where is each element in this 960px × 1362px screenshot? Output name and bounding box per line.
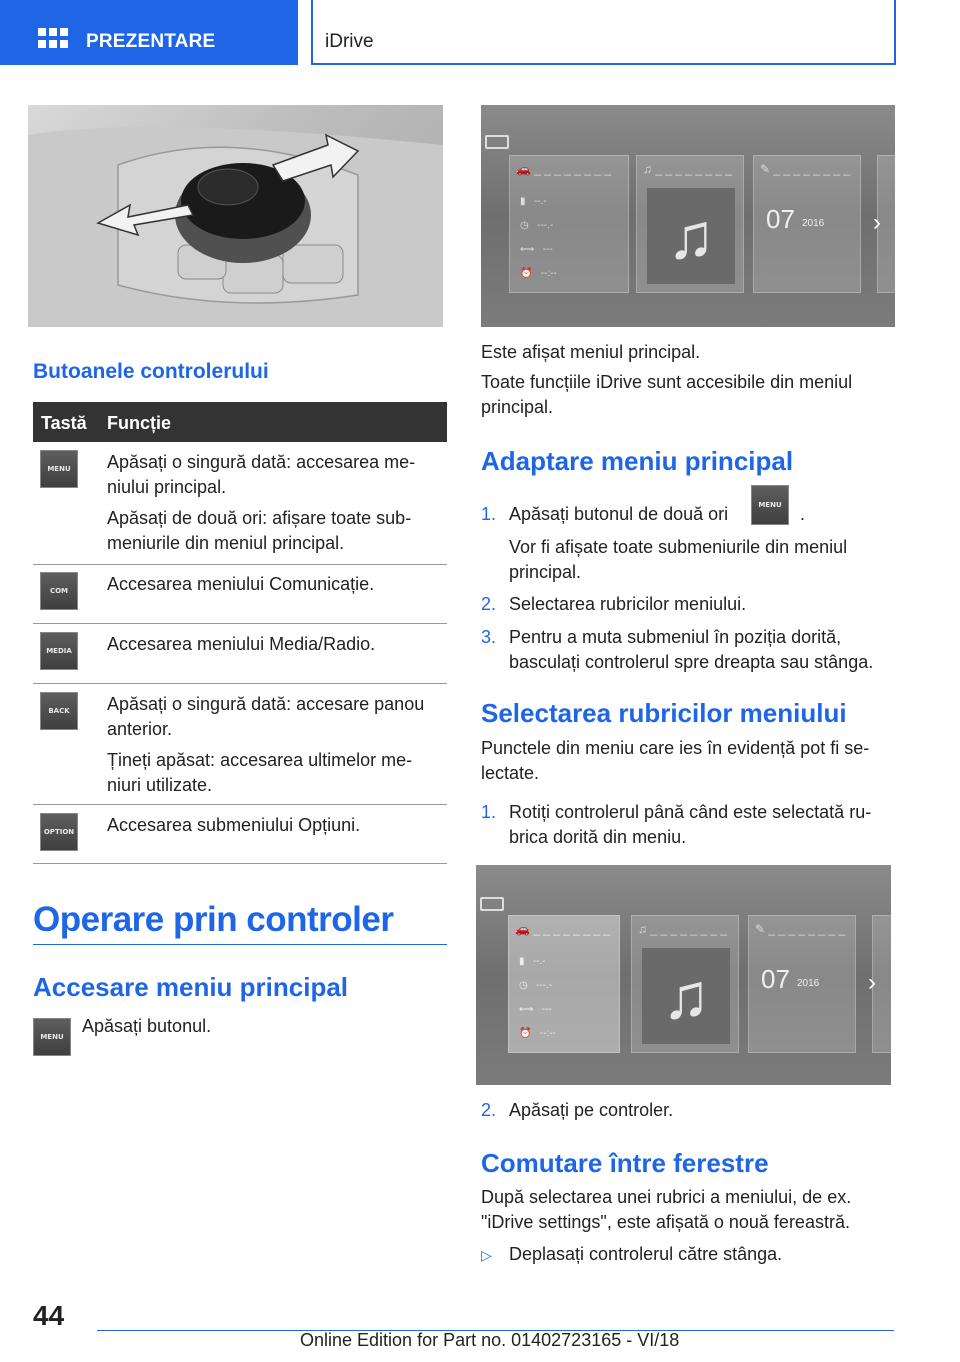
table-row: Apăsați o singură dată: accesare panou anterior. Țineți apăsat: accesarea ultimelor me- niuri utilizate. bbox=[107, 694, 425, 795]
switch-bullet: Deplasați controlerul către stânga. bbox=[509, 1244, 783, 1264]
menu-grid-icon bbox=[480, 897, 504, 911]
row-divider bbox=[33, 863, 447, 864]
back-key-icon: BACK bbox=[40, 692, 78, 730]
table-row: Accesarea submeniului Opțiuni. bbox=[107, 815, 361, 835]
section-tab[interactable] bbox=[0, 0, 298, 65]
shown-main-menu-text: Este afișat meniul principal. bbox=[481, 342, 701, 362]
col-key-header: Tastă bbox=[41, 413, 87, 433]
chapter-title: iDrive bbox=[325, 31, 374, 52]
settings-card: ✎ _ _ _ _ _ _ _ _ 07 2016 bbox=[748, 915, 856, 1053]
select-step-2: Apăsați pe controler. bbox=[509, 1100, 674, 1120]
menu-key-icon: MENU bbox=[33, 1018, 71, 1056]
adapt-step-1: Apăsați butonul de două ori bbox=[509, 504, 729, 524]
row-divider bbox=[33, 564, 447, 565]
chevron-right-icon: › bbox=[873, 209, 881, 236]
media-key-icon: MEDIA bbox=[40, 632, 78, 670]
adapt-step-2: Selectarea rubricilor meniului. bbox=[509, 594, 747, 614]
grid-menu-icon bbox=[38, 28, 68, 50]
music-note-icon: ♫ bbox=[642, 948, 730, 1044]
select-text: Punctele din meniu care ies în evidență pot fi se- lectate. bbox=[481, 738, 870, 783]
music-note-icon: ♫ bbox=[647, 188, 735, 284]
access-main-text: Apăsați butonul. bbox=[82, 1016, 212, 1036]
settings-card: ✎ _ _ _ _ _ _ _ _ 07 2016 bbox=[753, 155, 861, 293]
controller-buttons-heading: Butoanele controlerului bbox=[33, 360, 269, 383]
row-divider bbox=[33, 804, 447, 805]
menu-grid-icon bbox=[485, 135, 509, 149]
option-key-icon: OPTION bbox=[40, 813, 78, 851]
table-row: Accesarea meniului Media/Radio. bbox=[107, 634, 376, 654]
chapter-tab[interactable] bbox=[311, 0, 896, 65]
switch-text: După selectarea unei rubrici a meniului, de ex. "iDrive settings", este afișată o nouă fereastră. bbox=[481, 1187, 852, 1232]
idrive-selection-screen bbox=[476, 865, 891, 1085]
table-row: Accesarea meniului Comunicație. bbox=[107, 574, 375, 594]
row-divider bbox=[33, 683, 447, 684]
vehicle-info-card: 🚗 _ _ _ _ _ _ _ _ ▮ --.- ◷ ---.- ⟷ --- ⏰ --:-- bbox=[509, 155, 629, 293]
chevron-right-icon: › bbox=[868, 969, 876, 996]
vehicle-info-card-selected: 🚗 _ _ _ _ _ _ _ _ ▮ --.- ◷ ---.- ⟷ --- ⏰ --:-- bbox=[508, 915, 620, 1053]
adapt-heading: Adaptare meniu principal bbox=[481, 446, 794, 476]
media-card: ♫ _ _ _ _ _ _ _ _ ♫ bbox=[636, 155, 744, 293]
all-functions-text: Toate funcțiile iDrive sunt accesibile din meniul principal. bbox=[481, 372, 853, 417]
switch-heading: Comutare între ferestre bbox=[481, 1148, 769, 1178]
section-title: PREZENTARE bbox=[86, 31, 216, 52]
col-function-header: Funcție bbox=[107, 413, 172, 433]
menu-key-icon: MENU bbox=[40, 450, 78, 488]
idrive-main-menu-screen bbox=[481, 105, 895, 327]
bullet-triangle-icon: ▷ bbox=[481, 1247, 492, 1263]
table-row: Apăsați o singură dată: accesarea me- niului principal. Apăsați de două ori: afișare toate sub- meniurile din meniul principal. bbox=[107, 452, 416, 553]
access-main-heading: Accesare meniu principal bbox=[33, 972, 349, 1002]
adapt-step-1-note: Vor fi afișate toate submeniurile din meniul principal. bbox=[509, 537, 848, 582]
page-number: 44 bbox=[33, 1300, 65, 1331]
controller-photo bbox=[28, 105, 443, 327]
adapt-step-3: Pentru a muta submeniul în poziția dorită, basculați controlerul spre dreapta sau stânga. bbox=[509, 627, 874, 672]
heading-rule bbox=[33, 944, 447, 945]
com-key-icon: COM bbox=[40, 572, 78, 610]
media-card: ♫ _ _ _ _ _ _ _ _ ♫ bbox=[631, 915, 739, 1053]
edition-text: Online Edition for Part no. 01402723165 - VI/18 bbox=[300, 1330, 680, 1350]
menu-key-icon: MENU bbox=[751, 485, 789, 525]
operation-heading: Operare prin controler bbox=[33, 900, 394, 939]
select-heading: Selectarea rubricilor meniului bbox=[481, 698, 847, 728]
table-header bbox=[33, 402, 447, 442]
select-step-1: Rotiți controlerul până când este selectată ru- brica dorită din meniu. bbox=[509, 802, 872, 847]
row-divider bbox=[33, 623, 447, 624]
